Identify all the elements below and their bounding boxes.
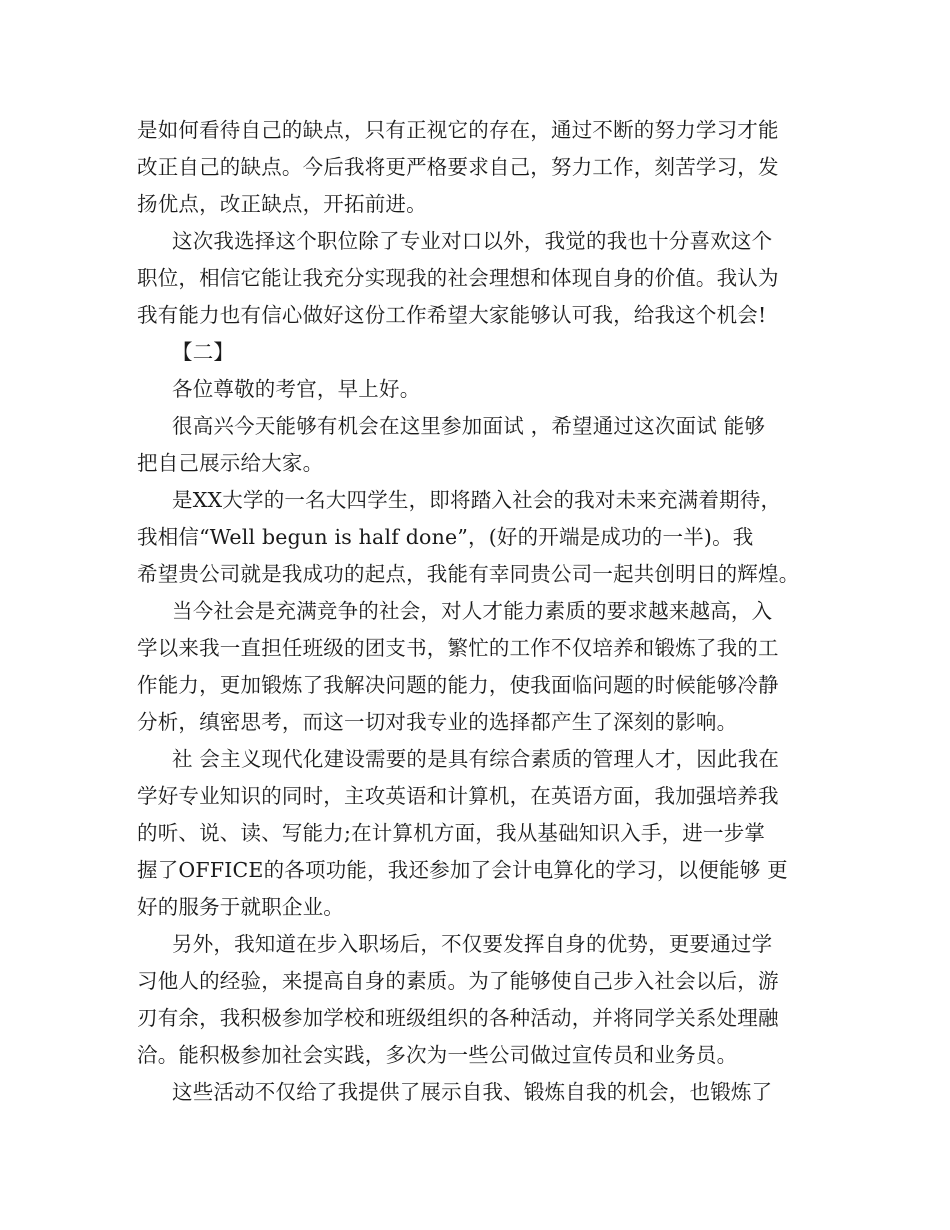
paragraph-start-line: 很高兴今天能够有机会在这里参加面试 ，希望通过这次面试 能够	[172, 414, 766, 438]
text-line: 学以来我一直担任班级的团支书，繁忙的工作不仅培养和锻炼了我的工	[137, 636, 779, 660]
text-line: 握了OFFICE的各项功能，我还参加了会计电算化的学习，以便能够 更	[137, 858, 788, 882]
text-line: 我有能力也有信心做好这份工作希望大家能够认可我，给我这个机会!	[137, 303, 767, 327]
text-line: 的听、说、读、写能力;在计算机方面，我从基础知识入手，进一步掌	[137, 821, 766, 845]
paragraph-start-line: 是XX大学的一名大四学生，即将踏入社会的我对未来充满着期待，	[172, 488, 782, 512]
text-line: 好的服务于就职企业。	[137, 895, 344, 919]
text-line: 改正自己的缺点。今后我将更严格要求自己，努力工作，刻苦学习，发	[137, 155, 779, 179]
text-line: 刃有余，我积极参加学校和班级组织的各种活动，并将同学关系处理融	[137, 1006, 779, 1030]
paragraph-start-line: 这些活动不仅给了我提供了展示自我、锻炼自我的机会，也锻炼了	[172, 1080, 773, 1104]
text-line: 习他人的经验，来提高自身的素质。为了能够使自己步入社会以后，游	[137, 969, 779, 993]
paragraph-start-line: 社 会主义现代化建设需要的是具有综合素质的管理人才，因此我在	[172, 747, 780, 771]
text-line: 我相信“Well begun is half done”，(好的开端是成功的一半)。我	[137, 525, 754, 549]
text-line: 洽。能积极参加社会实践，多次为一些公司做过宣传员和业务员。	[137, 1043, 738, 1067]
section-heading: 【二】	[172, 340, 235, 364]
paragraph-start-line: 当今社会是充满竞争的社会，对人才能力素质的要求越来越高，入	[172, 599, 773, 623]
text-line: 学好专业知识的同时，主攻英语和计算机，在英语方面，我加强培养我	[137, 784, 779, 808]
text-line: 作能力，更加锻炼了我解决问题的能力，使我面临问题的时候能够冷静	[137, 673, 779, 697]
text-line: 希望贵公司就是我成功的起点，我能有幸同贵公司一起共创明日的辉煌。	[137, 562, 800, 586]
paragraph-start-line: 另外，我知道在步入职场后，不仅要发挥自身的优势，更要通过学	[172, 932, 773, 956]
text-line: 是如何看待自己的缺点，只有正视它的存在，通过不断的努力学习才能	[137, 118, 779, 142]
text-line: 职位，相信它能让我充分实现我的社会理想和体现自身的价值。我认为	[137, 266, 779, 290]
text-line: 分析，缜密思考，而这一切对我专业的选择都产生了深刻的影响。	[137, 710, 738, 734]
text-line: 把自己展示给大家。	[137, 451, 324, 475]
paragraph-start-line: 这次我选择这个职位除了专业对口以外，我觉的我也十分喜欢这个	[172, 229, 773, 253]
text-line: 扬优点，改正缺点，开拓前进。	[137, 192, 427, 216]
greeting-line: 各位尊敬的考官，早上好。	[172, 377, 421, 401]
